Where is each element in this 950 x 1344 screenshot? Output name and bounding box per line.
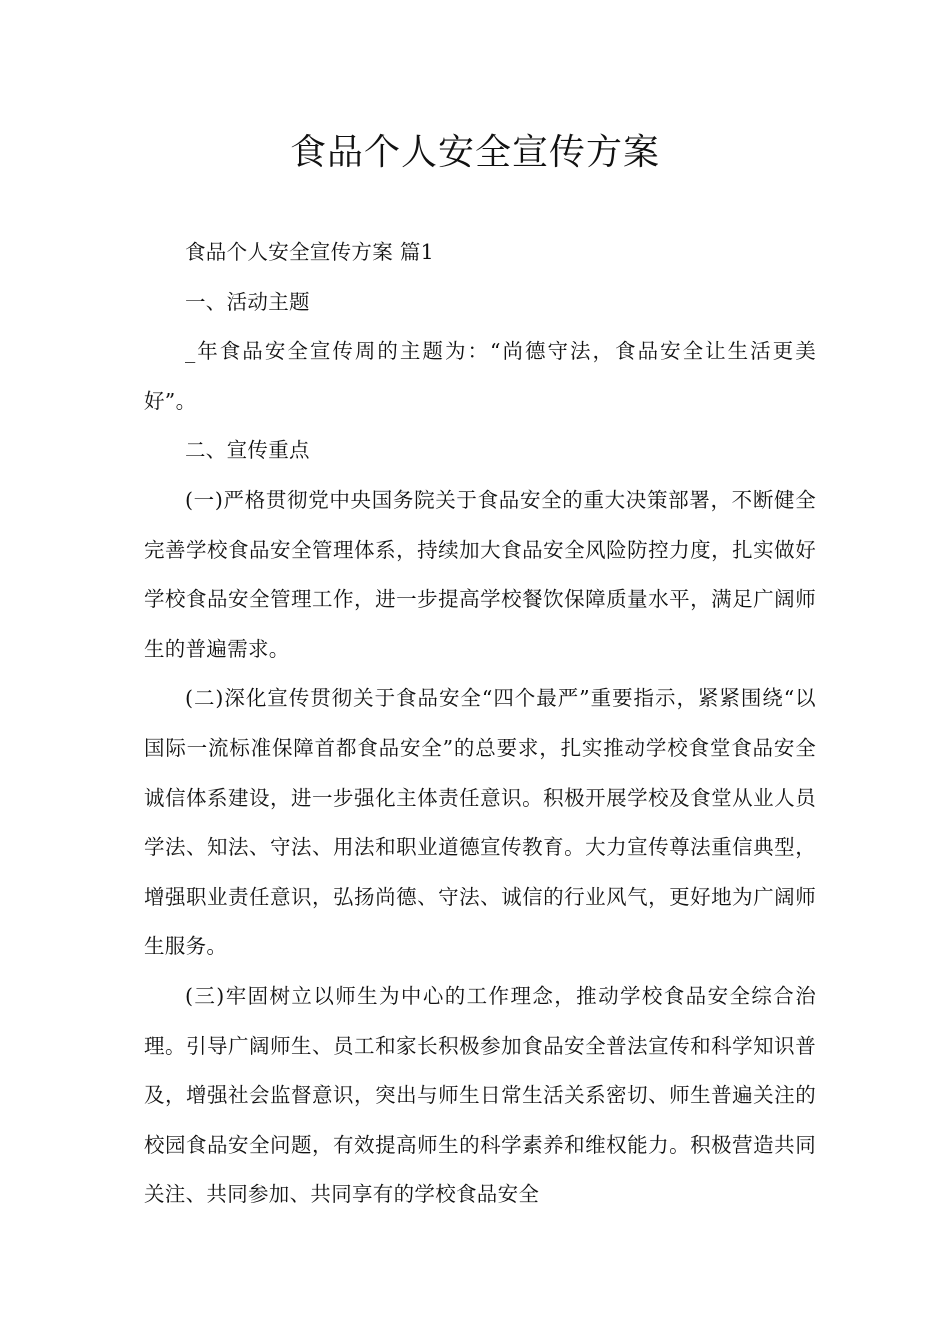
paragraph-point-1: (一)严格贯彻党中央国务院关于食品安全的重大决策部署，不断健全完善学校食品安全管理体系，持续加大食品安全风险防控力度，扎实做好学校食品安全管理工作，进一步提高学校餐饮保障质量水平，满足广阔师生的普遍需求。 (144, 487, 816, 661)
paragraph-point-3: (三)牢固树立以师生为中心的工作理念，推动学校食品安全综合治理。引导广阔师生、员工和家长积极参加食品安全普法宣传和科学知识普及，增强社会监督意识，突出与师生日常生活关系密切、师生普遍关注的校园食品安全问题，有效提高师生的科学素养和维权能力。积极营造共同关注、共同参加、共同享有的学校食品安全 (144, 983, 816, 1207)
subheading-publicity-focus: 二、宣传重点 (185, 438, 310, 463)
document-title: 食品个人安全宣传方案 (289, 132, 660, 173)
paragraph-theme: _年食品安全宣传周的主题为：“尚德守法，食品安全让生活更美好”。 (144, 339, 816, 413)
subheading-activity-theme: 一、活动主题 (185, 289, 310, 314)
document-body (144, 228, 816, 1220)
paragraph-point-2: (二)深化宣传贯彻关于食品安全“四个最严”重要指示，紧紧围绕“以国际一流标准保障首都食品安全”的总要求，扎实推动学校食堂食品安全诚信体系建设，进一步强化主体责任意识。积极开展学校及食堂从业人员学法、知法、守法、用法和职业道德宣传教育。大力宣传尊法重信典型，增强职业责任意识，弘扬尚德、守法、诚信的行业风气，更好地为广阔师生服务。 (144, 686, 816, 959)
section-heading: 食品个人安全宣传方案 篇1 (185, 240, 434, 264)
